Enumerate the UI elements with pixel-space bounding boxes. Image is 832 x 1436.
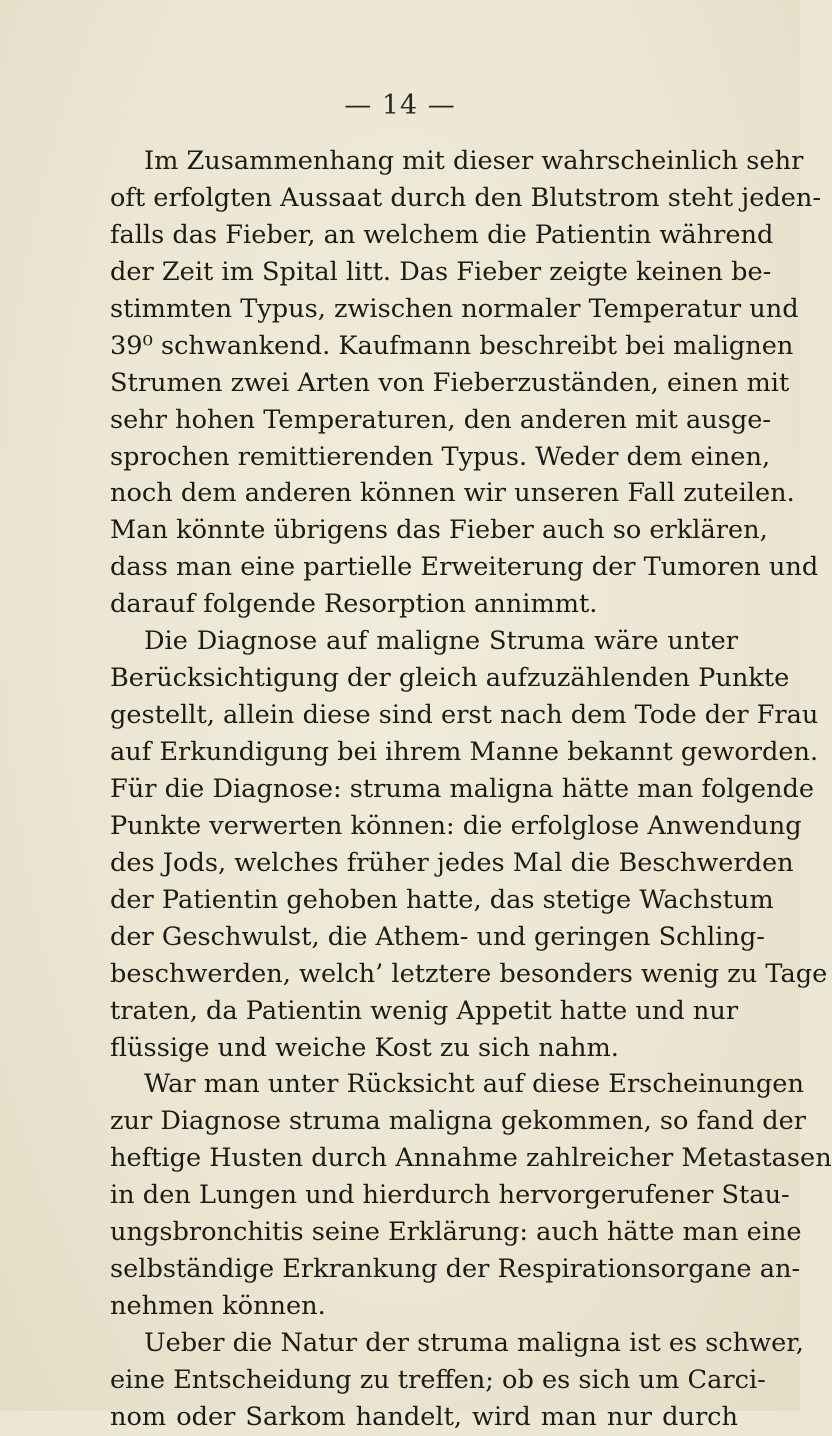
text-line: oft erfolgten Aussaat durch den Blutstrom steht jeden- (110, 182, 822, 213)
paragraph-3 (110, 1066, 832, 1325)
text-line: der Geschwulst, die Athem- und geringen Schling- (110, 921, 765, 952)
text-line: der Patientin gehoben hatte, das stetige Wachstum (110, 884, 774, 915)
text-line: darauf folgende Resorption annimmt. (110, 589, 598, 620)
text-line: der Zeit im Spital litt. Das Fieber zeigte keinen be- (110, 256, 772, 287)
text-line: noch dem anderen können wir unseren Fall zuteilen. (110, 478, 795, 509)
text-line: Die Diagnose auf maligne Struma wäre unter (144, 626, 738, 657)
text-line: des Jods, welches früher jedes Mal die Beschwerden (110, 847, 794, 878)
text-line: in den Lungen und hierdurch hervorgerufener Stau- (110, 1180, 790, 1211)
text-line: nehmen können. (110, 1291, 326, 1322)
text-line: Im Zusammenhang mit dieser wahrscheinlich sehr (144, 146, 804, 176)
text-line: sprochen remittierenden Typus. Weder dem einen, (110, 441, 771, 472)
text-line: heftige Husten durch Annahme zahlreicher Metastasen (110, 1143, 832, 1174)
text-line: falls das Fieber, an welchem die Patientin während (110, 219, 774, 250)
text-line: Berücksichtigung der gleich aufzuzählenden Punkte (110, 663, 790, 694)
text-line: sehr hohen Temperaturen, den anderen mit ausge- (110, 404, 772, 435)
page-number: — 14 — (344, 90, 456, 121)
text-line: Strumen zwei Arten von Fieberzuständen, einen mit (110, 367, 790, 398)
text-line: War man unter Rücksicht auf diese Erscheinungen (144, 1069, 804, 1100)
text-line: auf Erkundigung bei ihrem Manne bekannt geworden. (110, 737, 819, 767)
text-line: zur Diagnose struma maligna gekommen, so fand der (110, 1106, 807, 1137)
text-line: traten, da Patientin wenig Appetit hatte und nur (110, 995, 739, 1026)
text-line: flüssige und weiche Kost zu sich nahm. (110, 1032, 619, 1063)
text-line: Punkte verwerten können: die erfolglose Anwendung (110, 810, 802, 841)
paragraph-1 (110, 143, 822, 623)
text-line: dass man eine partielle Erweiterung der Tumoren und (110, 552, 819, 583)
text-line: eine Entscheidung zu treffen; ob es sich um Carci- (110, 1364, 766, 1395)
paragraph-4 (110, 1325, 804, 1436)
text-line: Für die Diagnose: struma maligna hätte man folgende (110, 773, 815, 804)
text-line: nom oder Sarkom handelt, wird man nur durch (110, 1401, 738, 1432)
body-text (110, 143, 832, 1436)
text-line: ungsbronchitis seine Erklärung: auch hätte man eine (110, 1217, 802, 1248)
text-line: Ueber die Natur der struma maligna ist es schwer, (144, 1328, 804, 1358)
text-line: beschwerden, welch’ letztere besonders wenig zu Tage (110, 958, 828, 989)
text-line: 39⁰ schwankend. Kaufmann beschreibt bei malignen (110, 330, 794, 361)
paragraph-2 (110, 623, 828, 1066)
text-line: Man könnte übrigens das Fieber auch so erklären, (110, 515, 768, 546)
text-line: selbständige Erkrankung der Respirationsorgane an- (110, 1254, 801, 1285)
text-line: gestellt, allein diese sind erst nach dem Tode der Frau (110, 700, 819, 731)
text-line: stimmten Typus, zwischen normaler Temperatur und (110, 293, 799, 324)
